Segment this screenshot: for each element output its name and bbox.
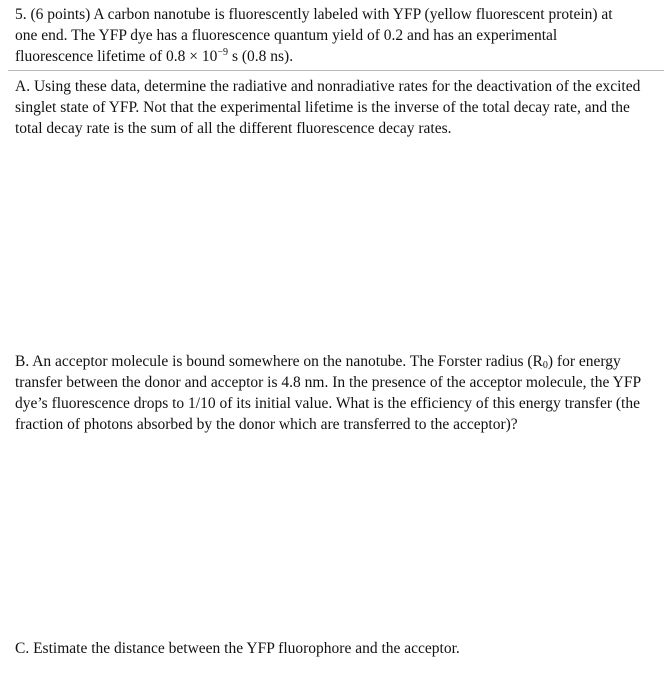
intro-line-3-suffix: s (0.8 ns). bbox=[228, 48, 294, 65]
part-a-text: A. Using these data, determine the radiative and nonradiative rates for the deactivation of the excited singlet state of YFP. Not that the experimental lifetime is the inverse of the total decay rate, and the total decay rate is the sum of all the different fluorescence decay rates. bbox=[15, 78, 641, 137]
problem-intro bbox=[15, 4, 660, 67]
part-b-text-start: B. An acceptor molecule is bound somewhere on the nanotube. The Forster radius (R bbox=[15, 353, 543, 370]
part-c-text: C. Estimate the distance between the YFP fluorophore and the acceptor. bbox=[15, 640, 460, 657]
part-b-text bbox=[15, 351, 660, 435]
intro-line-3 bbox=[15, 46, 660, 67]
part-b-question bbox=[15, 351, 660, 435]
intro-line-1: 5. (6 points) A carbon nanotube is fluorescently labeled with YFP (yellow fluorescent protein) at bbox=[15, 6, 613, 23]
part-a-question bbox=[15, 76, 660, 139]
intro-line-3-prefix: fluorescence lifetime of 0.8 × 10 bbox=[15, 48, 218, 65]
intro-line-2: one end. The YFP dye has a fluorescence quantum yield of 0.2 and has an experimental bbox=[15, 27, 558, 44]
part-b-text-end: ) for energy transfer between the donor and acceptor is 4.8 nm. In the presence of the acceptor molecule, the YFP dye’s fluorescence drops to 1/10 of its initial value. What is the efficiency of this energy transfer (the fraction of photons absorbed by the donor which are transferred to the acceptor)? bbox=[15, 353, 641, 433]
forster-radius-subscript: 0 bbox=[542, 360, 548, 371]
lifetime-exponent: −9 bbox=[217, 47, 229, 58]
part-c-question bbox=[15, 638, 660, 659]
section-divider bbox=[8, 70, 664, 71]
